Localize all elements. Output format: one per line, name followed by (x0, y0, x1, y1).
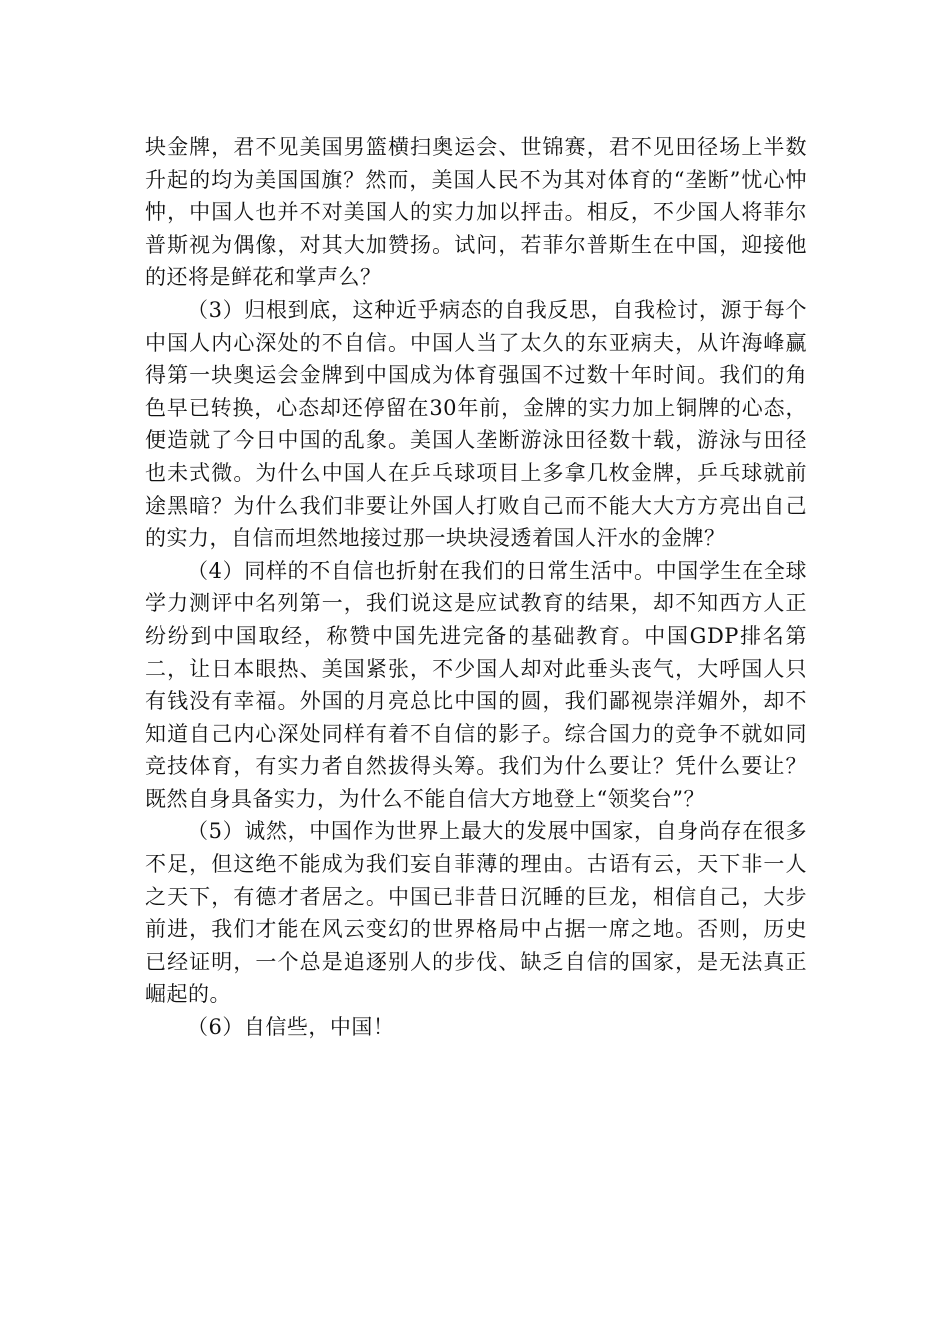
essay-body (145, 131, 807, 1044)
paragraph-4: （4）同样的不自信也折射在我们的日常生活中。中国学生在全球学力测评中名列第一，我们说这是应试教育的结果，却不知西方人正纷纷到中国取经，称赞中国先进完备的基础教育。中国GDP排名第二，让日本眼热、美国紧张，不少国人却对此垂头丧气，大呼国人只有钱没有幸福。外国的月亮总比中国的圆，我们鄙视崇洋媚外，却不知道自己内心深处同样有着不自信的影子。综合国力的竞争不就如同竞技体育，有实力者自然拔得头筹。我们为什么要让？凭什么要让？既然自身具备实力，为什么不能自信大方地登上“领奖台”？ (145, 558, 807, 811)
paragraph-3: （3）归根到底，这种近乎病态的自我反思，自我检讨，源于每个中国人内心深处的不自信。中国人当了太久的东亚病夫，从许海峰赢得第一块奥运会金牌到中国成为体育强国不过数十年时间。我们的角色早已转换，心态却还停留在30年前，金牌的实力加上铜牌的心态，便造就了今日中国的乱象。美国人垄断游泳田径数十载，游泳与田径也未式微。为什么中国人在乒乓球项目上多拿几枚金牌，乒乓球就前途黑暗？为什么我们非要让外国人打败自己而不能大大方方亮出自己的实力，自信而坦然地接过那一块块浸透着国人汗水的金牌？ (145, 297, 807, 551)
paragraph-5: （5）诚然，中国作为世界上最大的发展中国家，自身尚存在很多不足，但这绝不能成为我们妄自菲薄的理由。古语有云，天下非一人之天下，有德才者居之。中国已非昔日沉睡的巨龙，相信自己，大步前进，我们才能在风云变幻的世界格局中占据一席之地。否则，历史已经证明，一个总是追逐别人的步伐、缺乏自信的国家，是无法真正崛起的。 (145, 819, 807, 1007)
paragraph-continued: 块金牌，君不见美国男篮横扫奥运会、世锦赛，君不见田径场上半数升起的均为美国国旗？然而，美国人民不为其对体育的“垄断”忧心忡忡，中国人也并不对美国人的实力加以抨击。相反，不少国人将菲尔普斯视为偶像，对其大加赞扬。试问，若菲尔普斯生在中国，迎接他的还将是鲜花和掌声么？ (145, 135, 807, 290)
paragraph-6: （6）自信些，中国！ (187, 1015, 395, 1040)
